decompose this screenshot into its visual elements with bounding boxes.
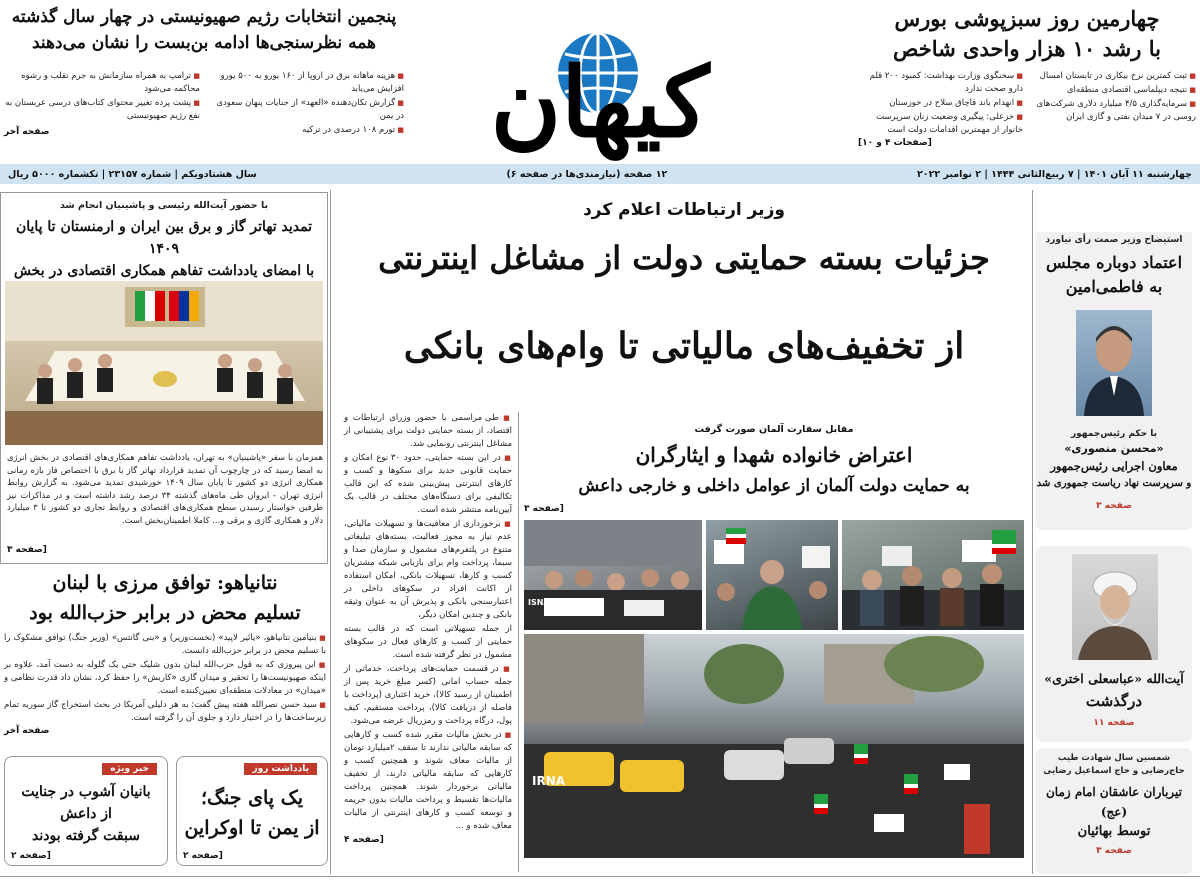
protest-photo-1 bbox=[842, 520, 1024, 630]
masthead-right-item: ■ سخنگوی وزارت بهداشت: کمبود ۲۰۰ قلم دارو صحت ندارد bbox=[858, 70, 1023, 96]
masthead-right-ref: [صفحات ۴ و ۱۰] bbox=[858, 138, 932, 148]
box-special-badge: خبر ویژه bbox=[102, 763, 157, 775]
sidebar-item-ref: صفحه ۳ bbox=[1096, 501, 1132, 511]
lead-headline-2: از تخفیف‌های مالیاتی تا وام‌های بانکی bbox=[403, 325, 965, 367]
box-editorial-badge: یادداشت روز bbox=[244, 763, 317, 775]
netanyahu-headline-1: نتانیاهو: توافق مرزی با لبنان bbox=[52, 572, 278, 594]
sidebar-item-headline: درگذشت bbox=[1085, 692, 1143, 710]
dateline-issue: سال هشتادویکم | شماره ۲۳۱۵۷ | تکشماره ۵۰۰۰ ریال bbox=[8, 168, 257, 180]
netanyahu-paragraph: ■ بنیامین نتانیاهو، «یائیر لاپید» (نخست‌وزیر) و «بنی گانتس» (وزیر جنگ) توافق مشکوک را با تسلیم محض در برابر حزب‌الله دانست. bbox=[4, 632, 326, 658]
box-editorial-title: از یمن تا اوکراین bbox=[184, 817, 320, 839]
netanyahu-paragraph: ■ سید حسن نصرالله هفته پیش گفت: به هر دلیلی آمریکا در بحث استخراج گاز سوریه تمام زیرساخت‌ها را در اختیار دارد و جلوی آن را گرفته است. bbox=[4, 699, 326, 725]
sidebar-item-headline: آیت‌الله «عباسعلی اختری» bbox=[1044, 671, 1184, 686]
left-top-ref: [صفحه ۳ bbox=[7, 545, 47, 555]
box-special-title: از داعش bbox=[60, 806, 112, 822]
sidebar-item-headline: تیرباران عاشقان امام زمان (عج) bbox=[1045, 785, 1182, 819]
box-special bbox=[4, 756, 168, 866]
box-special-title: بانیان آشوب در جنایت bbox=[21, 784, 151, 800]
dateline-date: چهارشنبه ۱۱ آبان ۱۴۰۱ | ۷ ربیع‌الثانی ۱۴۴۴ | ۲ نوامبر ۲۰۲۲ bbox=[916, 168, 1192, 180]
lead-ref: [صفحه ۴ bbox=[344, 835, 384, 845]
masthead-right-block bbox=[858, 4, 1196, 148]
box-special-title: سبقت گرفته بودند bbox=[32, 828, 140, 844]
masthead-left-headline2: همه نظرسنجی‌ها ادامه بن‌بست را نشان می‌دهند bbox=[32, 33, 376, 53]
sidebar-item-headline: توسط بهائیان bbox=[1077, 824, 1151, 839]
protest-photo-3 bbox=[524, 520, 702, 630]
sidebar-item-headline: به فاطمی‌امین bbox=[1065, 277, 1163, 296]
logo-wordmark: کیهان bbox=[490, 46, 710, 159]
sidebar-item-3 bbox=[1036, 546, 1192, 742]
protest-kicker: مقابل سفارت آلمان صورت گرفت bbox=[694, 424, 854, 435]
sidebar-item-ref: صفحه ۱۱ bbox=[1093, 718, 1135, 728]
lead-headline-1: جزئیات بسته حمایتی دولت از مشاغل اینترنتی bbox=[378, 239, 990, 277]
masthead-left-item: ■ ترامپ به همراه سازمانش به جرم تقلب و رشوه محاکمه می‌شود bbox=[4, 70, 200, 96]
box-editorial bbox=[176, 756, 328, 866]
lead-paragraph: از جمله تسهیلاتی است که در قالب بسته حمایتی از کسب و کارهای فعال در سکوهای مشمول در نظر گرفته شده است. bbox=[344, 624, 512, 660]
lead-paragraph: ■ برخورداری از معافیت‌ها و تسهیلات مالیاتی، عدم نیاز به مجوز فعالیت، بسته‌های تبلیغاتی متنوع در پلتفرم‌های مشمول و سازمان صدا و سیما، پرداخت وام برای بازیابی شبکه مشتریان کسب و کارها، تسهیلات بانکی، امکان استفاده از اکانت افراد در سکوهای داخلی در اعتبارسنجی بانکی و پذیرش آن به عنوان وثیقه بانکی و چندین امکان دیگر، bbox=[344, 518, 512, 622]
sidebar-item-headline: و سرپرست نهاد ریاست جمهوری شد bbox=[1036, 478, 1192, 489]
masthead-left-item: ■ هزینه ماهانه برق در اروپا از ۱۶۰ یورو به ۵۰۰ یورو افزایش می‌یابد bbox=[208, 70, 404, 96]
lead-paragraph: ■ در بخش مالیات مقرر شده کسب و کارهایی که سابقه مالیاتی ندارند تا سقف ۲میلیارد تومان از مالیات معاف شوند و همچنین کسب و کارهایی که سابقه مالیاتی دارند، از تخفیف مالیاتی برخوردار شوند. همچنین پرداخت مالیات‌ها تقسیط و پرداخت مالیات بدون جریمه و توسعه کسب و کارهای اینترنتی از مالیات معاف شده و ... bbox=[344, 729, 512, 833]
lead-paragraph: ■ طی مراسمی با حضور وزرای ارتباطات و اقتصاد، از بسته حمایتی دولت برای پشتیبانی از مشاغل اینترنتی رونمایی شد. bbox=[344, 412, 512, 451]
masthead-right-item: ■ ثبت کمترین نرخ بیکاری در تابستان امسال bbox=[1031, 70, 1196, 83]
dateline-pages: ۱۲ صفحه (نیازمندی‌ها در صفحه ۶) bbox=[506, 168, 668, 180]
masthead-right-item: ■ خزعلی: پیگیری وضعیت زنان سرپرست خانوار از مهمترین اقدامات دولت است bbox=[858, 111, 1023, 137]
lead-paragraph: ■ در قسمت حمایت‌های پرداخت، خدماتی از جمله حساب امانی (کسر مبلغ خرید پس از اطمینان از رسید کالا)، خرید اعتباری (پرداخت با فاصله از دریافت کالا)، پرداخت مستقیم، کیف پول، درگاه پرداخت و رمزریال عرضه می‌شود. bbox=[344, 663, 512, 728]
masthead-left-ref: صفحه آخر bbox=[4, 127, 50, 137]
left-top-body: همزمان با سفر «پاشینیان» به تهران، یادداشت تفاهم همکاری‌های اقتصادی در بخش انرژی به امضا رسید که در چارچوب آن تمدید قرارداد تهاتر گاز با برق با اختصاص فاز بازه زمانی همکاری انرژی دو کشور تا پایان سال ۱۴۰۹ خورشیدی تمدید می‌شود. به گزارش روابط انرژی تهران - ایروان طی ماه‌های گذشته ۳۴ درصد رشد داشته است و در مذاکرات نیز طرفین خواستار رسیدن سطح همکاری‌های اقتصادی و روابط تجاری دو کشور تا ۳ میلیارد دلار و همکاری گازی و برقی و... کاملا اطمینان‌بخش است. bbox=[7, 452, 323, 525]
box-editorial-ref: [صفحه ۲ bbox=[183, 851, 223, 861]
netanyahu-body bbox=[4, 632, 326, 736]
masthead bbox=[0, 0, 1200, 164]
lead-kicker: وزیر ارتباطات اعلام کرد bbox=[583, 200, 785, 220]
left-top-headline-2: با امضای یادداشت تفاهم همکاری اقتصادی در بخش bbox=[13, 263, 315, 279]
masthead-right-headline2: با رشد ۱۰ هزار واحدی شاخص bbox=[893, 36, 1161, 61]
sidebar-item-2 bbox=[1036, 302, 1192, 530]
masthead-right-headline1: چهارمین روز سبزپوشی بورس bbox=[894, 6, 1160, 31]
masthead-left-block bbox=[4, 4, 404, 138]
netanyahu-paragraph: ■ این پیروزی که به قول حزب‌الله لبنان بدون شلیک حتی یک گلوله به دست آمد، علاوه بر اینکه صهیونیست‌ها را تحقیر و میدان گازی «کاریش» را حفظ کرد، نشان داد قدرت نظامی و «میدان» در معادلات منطقه‌ای تعیین‌کننده است. bbox=[4, 659, 326, 698]
protest-headline-2: به حمایت دولت آلمان از عوامل داخلی و خارجی داعش bbox=[578, 476, 970, 496]
masthead-right-item: ■ نتیجه دیپلماسی اقتصادی منطقه‌ای bbox=[1031, 84, 1196, 97]
masthead-left-item: ■ پشت پرده تغییر محتوای کتاب‌های درسی عربستان به نفع رژیم صهیونیستی bbox=[4, 97, 200, 123]
portrait-akhtari bbox=[1072, 554, 1158, 660]
sidebar-item-headline: معاون اجرایی رئیس‌جمهور bbox=[1050, 459, 1178, 473]
sidebar-item-headline: اعتماد دوباره مجلس bbox=[1045, 253, 1183, 272]
masthead-right-item: ■ سرمایه‌گذاری ۴/۵ میلیارد دلاری شرکت‌های روسی در ۷ میدان نفتی و گازی ایران bbox=[1031, 98, 1196, 124]
protest-photo-main bbox=[524, 634, 1024, 858]
left-top-story bbox=[0, 192, 328, 564]
sidebar bbox=[1036, 190, 1192, 874]
box-special-ref: [صفحه ۲ bbox=[11, 851, 51, 861]
sidebar-item-kicker: استیضاح وزیر صمت رأی نیاورد bbox=[1045, 235, 1183, 245]
protest-headline-1: اعتراض خانواده شهدا و ایثارگران bbox=[635, 443, 913, 467]
protest-ref: [صفحه ۳ bbox=[524, 504, 564, 514]
portrait-mansouri bbox=[1076, 310, 1152, 416]
photo-credit: ISNA PHOTO bbox=[528, 598, 585, 607]
lead-paragraph: ■ در این بسته حمایتی، حدود ۳۰ نوع امکان و حمایت قانونی جدید برای سکوها و کسب و کارهای اینترنتی پیش‌بینی شده که این قالب تکالیفی برای دستگاه‌های مختلف در قالب یک آیین‌نامه منتشر شده است. bbox=[344, 452, 512, 517]
masthead-left-item: ■ گزارش تکان‌دهنده «العهد» از جنایات پنهان سعودی در یمن bbox=[208, 97, 404, 123]
photo-credit: IRNA bbox=[532, 774, 566, 788]
netanyahu-headline-2: تسلیم محض در برابر حزب‌الله بود bbox=[29, 602, 301, 624]
masthead-left-item: ■ تورم ۱۰۸ درصدی در ترکیه bbox=[208, 124, 404, 137]
lead-body bbox=[344, 412, 512, 845]
masthead-logo bbox=[430, 8, 770, 158]
left-top-kicker: با حضور آیت‌الله رئیسی و پاشینیان انجام شد bbox=[59, 200, 269, 211]
dateline-bar bbox=[0, 164, 1200, 184]
box-editorial-title: یک پای جنگ؛ bbox=[201, 787, 303, 809]
left-top-headline-1: تمدید تهاتر گاز و برق بین ایران و ارمنستان تا پایان ۱۴۰۹ bbox=[15, 219, 313, 257]
sidebar-item-ref: صفحه ۳ bbox=[1096, 846, 1132, 856]
netanyahu-ref: صفحه آخر bbox=[4, 726, 50, 736]
sidebar-item-4 bbox=[1036, 748, 1192, 874]
sidebar-item-kicker: با حکم رئیس‌جمهور bbox=[1070, 429, 1158, 439]
protest-photo-2 bbox=[706, 520, 838, 630]
sidebar-item-name: «محسن منصوری» bbox=[1064, 442, 1164, 455]
masthead-right-item: ■ انهدام باند قاچاق سلاح در خوزستان bbox=[858, 97, 1023, 110]
meeting-photo bbox=[5, 281, 323, 445]
sidebar-item-kicker: شمسین سال شهادت طیب حاج‌رضایی و حاج اسماعیل رضایی bbox=[1043, 753, 1185, 776]
masthead-left-headline1: پنجمین انتخابات رژیم صهیونیستی در چهار سال گذشته bbox=[11, 7, 397, 27]
